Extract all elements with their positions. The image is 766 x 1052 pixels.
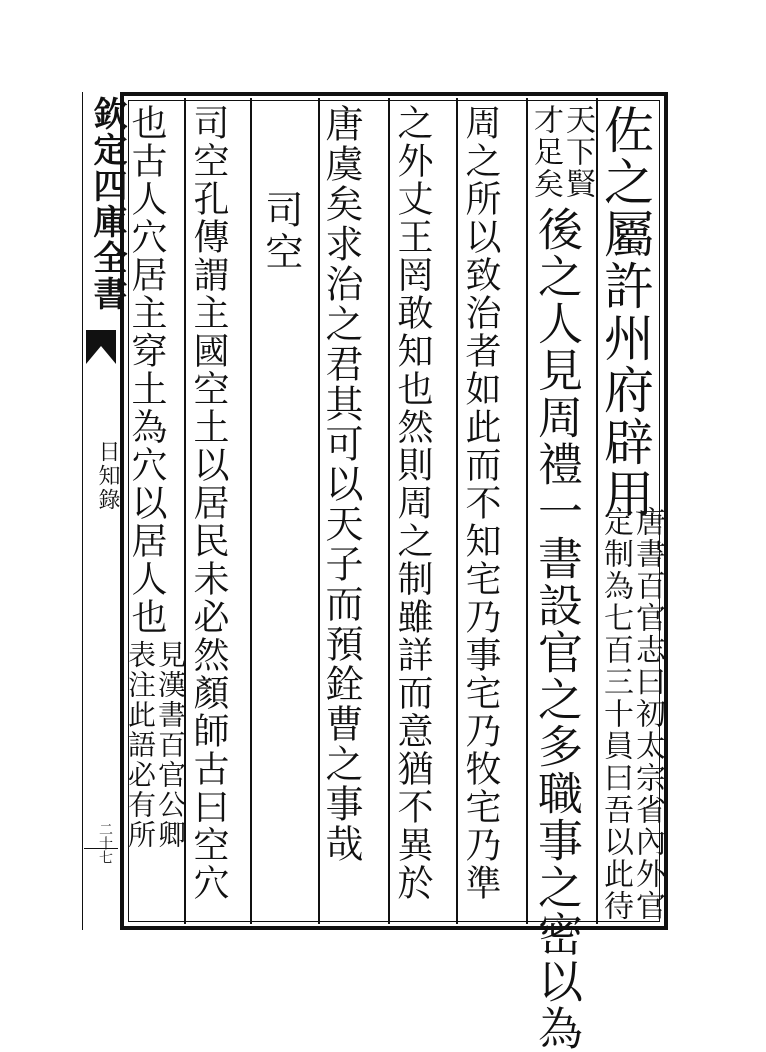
annotation-column-1-right: 唐書百官志曰初太宗省內外官 (630, 506, 665, 922)
text-column-4: 之外丈王罔敢知也然則周之制雖詳而意猶不異於 (392, 104, 433, 902)
volume-title: 日知錄 (95, 440, 120, 512)
text-column-1: 佐之屬許州府辟用 (596, 104, 654, 520)
column-divider (526, 98, 528, 924)
annotation-column-8-left: 表注此語必有所 (124, 640, 157, 850)
text-column-2: 後之人見周禮一書設官之多職事之密以為 (530, 206, 583, 1052)
text-column-5: 唐虞矣求治之君其可以天子而預銓曹之事哉 (319, 104, 363, 864)
column-divider (250, 98, 252, 924)
text-column-8: 也古人穴居主穿土為穴以居人也 (126, 104, 167, 636)
text-column-7: 司空孔傳謂主國空土以居民未必然顏師古曰空穴 (188, 104, 229, 902)
text-column-3: 周之所以致治者如此而不知宅乃事宅乃牧宅乃準 (460, 104, 501, 902)
annotation-column-1-left: 定制為七百三十員曰吾以此待 (598, 506, 633, 922)
annotation-column-2-left: 才足矣 (528, 104, 563, 200)
book-title: 欽定四庫全書 (87, 96, 127, 312)
column-divider (388, 98, 390, 924)
column-divider (456, 98, 458, 924)
section-heading: 司空 (259, 190, 303, 274)
margin-rule (84, 848, 118, 849)
margin-band-outer-line (82, 92, 83, 930)
annotation-column-2-right: 天下賢 (560, 104, 595, 200)
annotation-column-8-right: 見漢書百官公卿 (154, 640, 187, 850)
page-number: 二十七 (97, 822, 113, 864)
fishtail-mark-icon (86, 330, 116, 364)
